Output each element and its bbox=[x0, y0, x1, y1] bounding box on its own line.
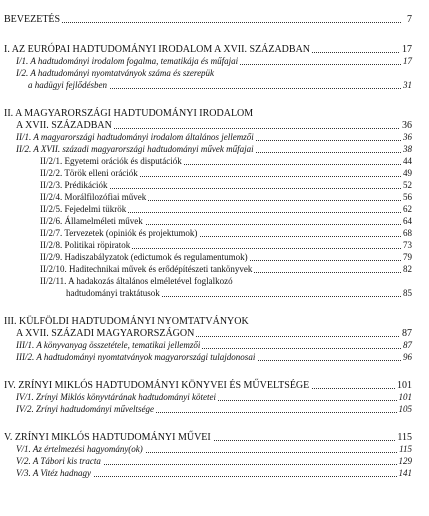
toc-entry bbox=[0, 228, 429, 239]
toc-entry-title: III/1. A könyvanyag összetétele, tematikai jellemzői bbox=[16, 340, 201, 350]
toc-entry-page: 17 bbox=[402, 44, 412, 55]
toc-entry bbox=[0, 216, 429, 227]
toc-entry-page: 62 bbox=[403, 204, 412, 214]
toc-entry bbox=[0, 44, 429, 55]
toc-entry-title: I. AZ EURÓPAI HADTUDOMÁNYI IRODALOM A XVII. SZÁZADBAN bbox=[4, 44, 311, 55]
toc-entry-title: II/2/6. Államelméleti művek bbox=[40, 216, 143, 226]
toc-entry-title: II/2/8. Politikai röpiratok bbox=[40, 240, 131, 250]
toc-entry bbox=[0, 80, 429, 91]
toc-entry bbox=[0, 240, 429, 251]
toc-entry-title: a hadügyi fejlődésben bbox=[28, 80, 107, 90]
toc-entry-title: II/1. A magyarországi hadtudományi irodalom általános jellemzői bbox=[16, 132, 254, 142]
toc-entry-title: BEVEZETÉS bbox=[4, 14, 61, 25]
toc-entry-page: 115 bbox=[399, 444, 412, 454]
toc-entry-title: A XVII. SZÁZADBAN bbox=[16, 120, 112, 131]
toc-entry-page: 64 bbox=[403, 216, 412, 226]
toc-entry-page: 52 bbox=[403, 180, 412, 190]
toc-entry-page: 105 bbox=[398, 404, 412, 414]
toc-entry-title: II/2/7. Tervezetek (opiniók és projektumok) bbox=[40, 228, 198, 238]
toc-entry-title: II/2/9. Hadiszabályzatok (edictumok és regulamentumok) bbox=[40, 252, 248, 262]
toc-entry bbox=[0, 108, 429, 119]
toc-entry-page: 141 bbox=[398, 468, 412, 478]
toc-entry-page: 129 bbox=[398, 456, 412, 466]
toc-entry-page: 85 bbox=[403, 288, 412, 298]
toc-entry-page: 17 bbox=[403, 56, 412, 66]
toc-entry-title: III. KÜLFÖLDI HADTUDOMÁNYI NYOMTATVÁNYOK bbox=[4, 316, 249, 327]
toc-entry bbox=[0, 168, 429, 179]
toc-entry bbox=[0, 328, 429, 339]
toc-entry-page: 68 bbox=[403, 228, 412, 238]
toc-entry bbox=[0, 288, 429, 299]
toc-entry bbox=[0, 276, 429, 287]
toc-entry-page: 101 bbox=[397, 380, 412, 391]
toc-entry bbox=[0, 392, 429, 403]
toc-entry-page: 73 bbox=[403, 240, 412, 250]
toc-entry bbox=[0, 120, 429, 131]
toc-entry-title: II. A MAGYARORSZÁGI HADTUDOMÁNYI IRODALOM bbox=[4, 108, 254, 119]
toc-entry-title: V/3. A Vitéz hadnagy bbox=[16, 468, 91, 478]
toc-entry bbox=[0, 340, 429, 351]
toc-entry bbox=[0, 156, 429, 167]
toc-entry-title: II/2/11. A hadakozás általános elméletével foglalkozó bbox=[40, 276, 233, 286]
toc-entry bbox=[0, 352, 429, 363]
toc-entry bbox=[0, 144, 429, 155]
toc-entry bbox=[0, 204, 429, 215]
toc-entry bbox=[0, 56, 429, 67]
toc-entry-title: IV/1. Zrínyi Miklós könyvtárának hadtudományi kötetei bbox=[16, 392, 216, 402]
toc-entry bbox=[0, 180, 429, 191]
toc-entry-title: IV/2. Zrínyi hadtudományi műveltsége bbox=[16, 404, 154, 414]
toc-entry-page: 101 bbox=[398, 392, 412, 402]
toc-entry-title: II/2/4. Morálfilozófiai művek bbox=[40, 192, 147, 202]
toc-entry-title: II/2. A XVII. századi magyarországi hadtudományi művek műfajai bbox=[16, 144, 254, 154]
toc-entry-page: 36 bbox=[403, 132, 412, 142]
toc-entry-title: IV. ZRÍNYI MIKLÓS HADTUDOMÁNYI KÖNYVEI ÉS MŰVELTSÉGE bbox=[4, 380, 310, 391]
toc-entry bbox=[0, 380, 429, 391]
toc-entry bbox=[0, 316, 429, 327]
toc-entry-title: II/2/5. Fejedelmi tükrök bbox=[40, 204, 127, 214]
toc-entry-title: II/2/3. Prédikációk bbox=[40, 180, 108, 190]
toc-entry-page: 38 bbox=[403, 144, 412, 154]
toc-entry bbox=[0, 192, 429, 203]
toc-entry-page: 56 bbox=[403, 192, 412, 202]
toc-entry-title: II/2/1. Egyetemi orációk és disputációk bbox=[40, 156, 182, 166]
toc-entry bbox=[0, 132, 429, 143]
toc-entry-page: 31 bbox=[403, 80, 412, 90]
toc-entry-title: I/2. A hadtudományi nyomtatványok száma és szerepük bbox=[16, 68, 215, 78]
toc-entry bbox=[0, 264, 429, 275]
toc-entry bbox=[0, 68, 429, 79]
toc-entry-title: V/2. A Tábori kis tracta bbox=[16, 456, 101, 466]
toc-entry-page: 49 bbox=[403, 168, 412, 178]
toc-entry-title: III/2. A hadtudományi nyomtatványok magyarországi tulajdonosai bbox=[16, 352, 256, 362]
toc-entry-page: 87 bbox=[402, 328, 412, 339]
toc-entry-page: 44 bbox=[403, 156, 412, 166]
toc-entry-title: hadtudományi traktátusok bbox=[66, 288, 160, 298]
toc-entry-title: A XVII. SZÁZADI MAGYARORSZÁGON bbox=[16, 328, 195, 339]
toc-entry-page: 7 bbox=[407, 14, 412, 25]
toc-entry bbox=[0, 14, 429, 25]
toc-entry-page: 87 bbox=[403, 340, 412, 350]
toc-entry-page: 36 bbox=[402, 120, 412, 131]
toc-entry-title: II/2/10. Haditechnikai művek és erődépítészeti tankönyvek bbox=[40, 264, 253, 274]
toc-entry bbox=[0, 456, 429, 467]
toc-entry bbox=[0, 468, 429, 479]
toc-entry bbox=[0, 252, 429, 263]
toc-entry-title: II/2/2. Török elleni orációk bbox=[40, 168, 138, 178]
toc-entry-title: V/1. Az értelmezési hagyomány(ok) bbox=[16, 444, 143, 454]
toc-dot-leader bbox=[10, 22, 401, 23]
toc-entry-page: 115 bbox=[397, 432, 412, 443]
toc-entry-title: I/1. A hadtudományi irodalom fogalma, tematikája és műfajai bbox=[16, 56, 239, 66]
toc-entry-page: 96 bbox=[403, 352, 412, 362]
toc-entry-page: 79 bbox=[403, 252, 412, 262]
toc-entry bbox=[0, 432, 429, 443]
toc-entry-title: V. ZRÍNYI MIKLÓS HADTUDOMÁNYI MŰVEI bbox=[4, 432, 211, 443]
toc-entry-page: 82 bbox=[403, 264, 412, 274]
toc-entry bbox=[0, 444, 429, 455]
toc-entry bbox=[0, 404, 429, 415]
